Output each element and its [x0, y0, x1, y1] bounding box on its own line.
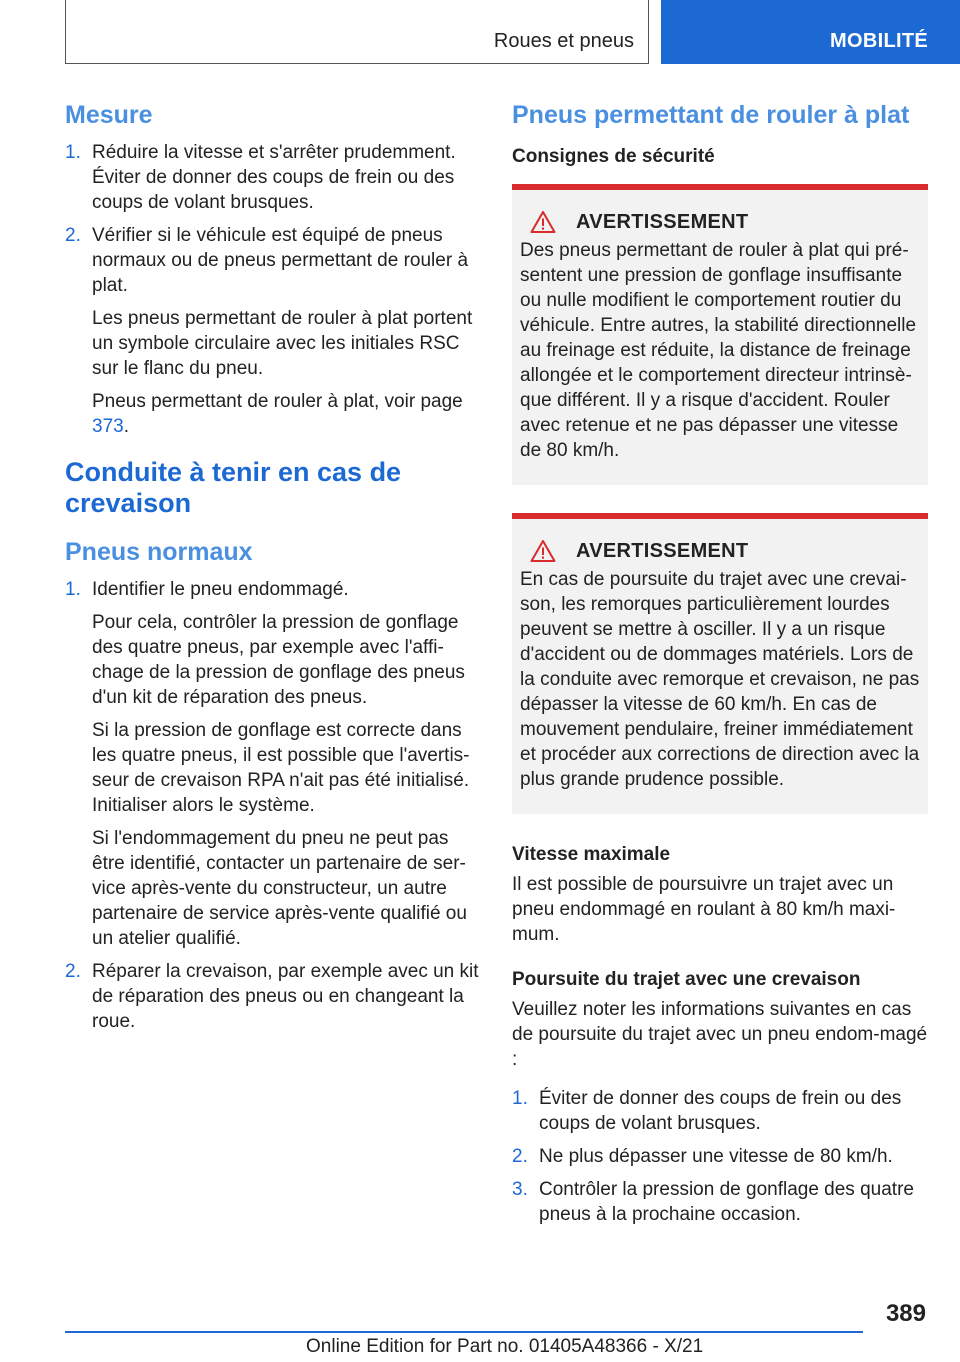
warning-box [512, 513, 928, 814]
poursuite-heading: Poursuite du trajet avec une crevaison [512, 969, 861, 990]
footer-divider [65, 1331, 863, 1333]
vmax-heading: Vitesse maximale [512, 844, 671, 865]
list-item [512, 1177, 928, 1227]
page-number: 389 [885, 1300, 926, 1327]
poursuite-list [512, 1086, 928, 1227]
mesure-heading: Mesure [65, 101, 153, 129]
list-item [65, 577, 480, 951]
list-number: 1. [65, 579, 81, 601]
list-number: 1. [512, 1088, 528, 1109]
list-item [65, 223, 480, 439]
header-section-box [65, 0, 649, 64]
list-item [512, 1144, 928, 1169]
right-column [512, 100, 928, 1235]
header-chapter-title: MOBILITÉ [830, 30, 928, 52]
pneus-normaux-heading: Pneus normaux [65, 538, 253, 567]
warning-box [512, 184, 928, 485]
list-item [65, 140, 480, 215]
page-link[interactable]: 373 [92, 416, 124, 437]
list-text: Si la pression de gonflage est correcte dans les quatre pneus, il est possible que l'avertis-seur de crevaison RPA n'ait pas été initialisé. Initialiser alors le système. [92, 720, 470, 817]
warning-triangle-icon [530, 210, 556, 234]
warning-text: En cas de poursuite du trajet avec une crevai-son, les remorques particulièrement lourdes peuvent se mettre à osciller. Il y a un risque d'accident ou de dommages matériels. Lors de la conduite avec remorque et crevaison, ne pas dépasser la vitesse de 60 km/h. En cas de mouvement pendulaire, freiner immédiatement et procéder aux corrections de direction avec la plus grande prudence possible. [520, 569, 920, 790]
header-chapter-tab [661, 0, 960, 64]
list-text: Réparer la crevaison, par exemple avec un kit de réparation des pneus ou en changeant la roue. [92, 961, 479, 1033]
warning-label: AVERTISSEMENT [576, 539, 749, 562]
footer-edition: Online Edition for Part no. 01405A48366 - X/21 [306, 1336, 704, 1357]
list-number: 3. [512, 1179, 528, 1200]
rsc-heading: Pneus permettant de rouler à plat [512, 101, 910, 129]
list-text: Éviter de donner des coups de frein ou des coups de volant brusques. [539, 1088, 902, 1134]
cross-reference: Pneus permettant de rouler à plat, voir page 373. [92, 391, 463, 437]
list-item [512, 1086, 928, 1136]
list-text: Si l'endommagement du pneu ne peut pas être identifié, contacter un partenaire de ser-vice après-vente du constructeur, un autre partenaire de service après-vente qualifié ou un atelier qualifié. [92, 828, 467, 950]
list-text: Les pneus permettant de rouler à plat portent un symbole circulaire avec les initiales RSC sur le flanc du pneu. [92, 308, 473, 379]
list-number: 2. [65, 225, 81, 246]
warning-triangle-icon [530, 539, 556, 563]
list-item [65, 959, 480, 1034]
list-number: 2. [65, 961, 81, 983]
vmax-text: Il est possible de poursuivre un trajet avec un pneu endommagé en roulant à 80 km/h maxi-mum. [512, 874, 896, 945]
header-section-title: Roues et pneus [493, 30, 634, 52]
list-text: Pour cela, contrôler la pression de gonflage des quatre pneus, par exemple avec l'affi-chage de la pression de gonflage des pneus d'un kit de réparation des pneus. [92, 612, 465, 709]
list-text: Réduire la vitesse et s'arrêter prudemment. Éviter de donner des coups de frein ou des coups de volant brusques. [92, 142, 456, 213]
warning-label: AVERTISSEMENT [576, 210, 749, 233]
conduite-heading: Conduite à tenir en cas de crevaison [65, 457, 402, 519]
safety-heading: Consignes de sécurité [512, 146, 715, 167]
list-number: 1. [65, 142, 81, 163]
list-text: Ne plus dépasser une vitesse de 80 km/h. [539, 1146, 893, 1167]
list-text: Identifier le pneu endommagé. [92, 579, 349, 601]
mesure-list [65, 140, 480, 439]
poursuite-text: Veuillez noter les informations suivantes en cas de poursuite du trajet avec un pneu endom-magé : [512, 999, 928, 1070]
list-number: 2. [512, 1146, 528, 1167]
left-column [65, 100, 480, 1042]
list-text: Contrôler la pression de gonflage des quatre pneus à la prochaine occasion. [539, 1179, 914, 1225]
warning-text: Des pneus permettant de rouler à plat qui pré-sentent une pression de gonflage insuffisante ou nulle modifient le comportement routier du véhicule. Entre autres, la stabilité directionnelle au freinage est réduite, la distance de freinage allongée et le comportement directeur intrinsè-que différent. Il y a risque d'accident. Rouler avec retenue et ne pas dépasser une vitesse de 80 km/h. [520, 240, 917, 461]
list-text: Vérifier si le véhicule est équipé de pneus normaux ou de pneus permettant de rouler à plat. [92, 225, 469, 296]
normaux-list [65, 577, 480, 1034]
